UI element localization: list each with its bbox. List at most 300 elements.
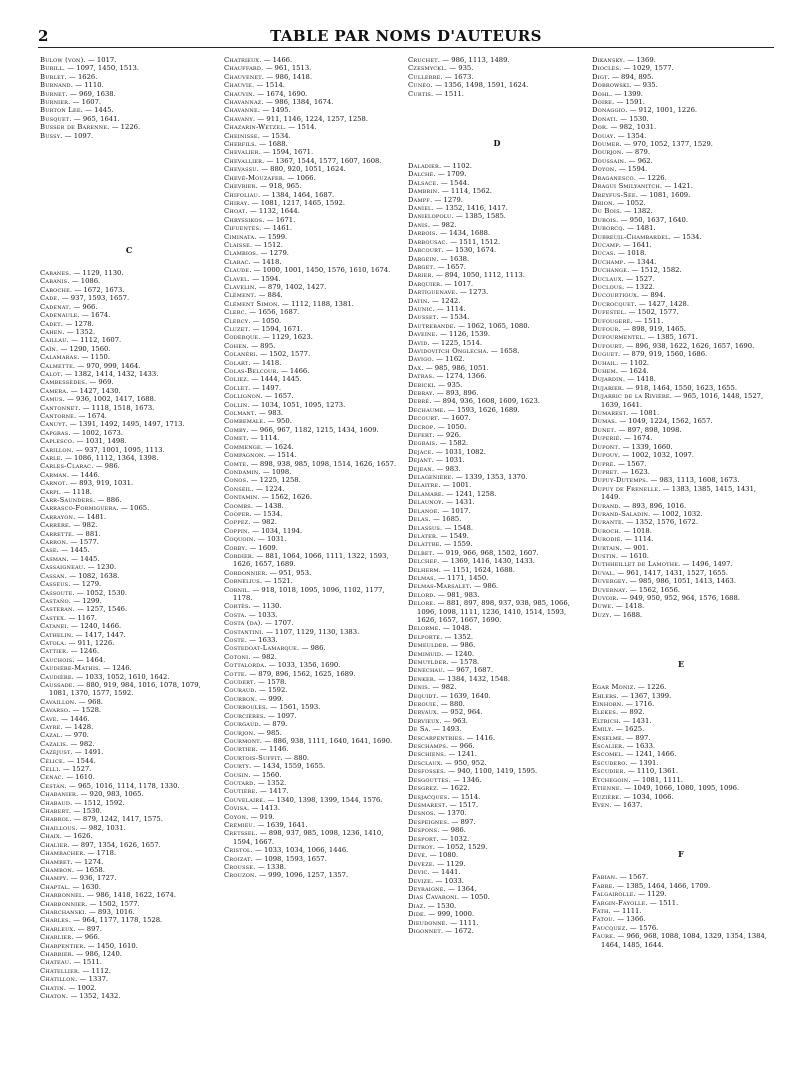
index-entry: [592, 207, 770, 215]
page-references: — 1082, 1638.: [67, 571, 120, 580]
author-name: Euzière.: [592, 792, 622, 801]
index-entry: [592, 750, 770, 758]
index-entry: [408, 801, 586, 809]
index-entry: [40, 841, 218, 849]
page-references: — 986, 1418.: [264, 72, 313, 81]
index-entry: [40, 773, 218, 781]
index-entry: [40, 858, 218, 866]
index-entry: [408, 170, 586, 178]
index-entry: [408, 725, 586, 733]
index-entry: [224, 317, 402, 325]
index-column-3: [408, 56, 592, 1072]
author-name: Contamin.: [224, 493, 260, 502]
author-name: Chevalier.: [224, 148, 261, 157]
page-references: — 880.: [438, 700, 465, 709]
author-name: Delporte.: [408, 632, 443, 641]
author-name: Elekes.: [592, 708, 619, 717]
author-name: Dufourmentel.: [592, 333, 646, 342]
author-name: Coquoin.: [224, 535, 256, 544]
page-references: — 1240.: [443, 649, 475, 658]
index-entry: [408, 414, 586, 422]
index-entry: [408, 582, 586, 590]
index-entry: [40, 614, 218, 622]
author-name: Fargin-Fayolle.: [592, 898, 648, 907]
author-name: Deschiens.: [408, 750, 447, 759]
author-name: Cruchet.: [408, 56, 441, 64]
index-entry: [408, 734, 586, 742]
author-name: Doussain.: [592, 156, 627, 165]
index-entry: [40, 731, 218, 739]
section-letter: D: [493, 138, 501, 149]
author-name: Charles.: [40, 916, 72, 925]
author-name: Duroch.: [592, 526, 622, 535]
index-entry: [408, 809, 586, 817]
author-name: Desclaux.: [408, 758, 444, 767]
author-name: Despeignes.: [408, 817, 450, 826]
page-references: — 1593, 1626, 1689.: [445, 405, 520, 414]
page-references: — 881, 897, 898, 937, 938, 985, 1066, 1096, 1098, 1111, 1236, 1410, 1514, 1593, 1626, 1657, 1667, 1690.: [417, 599, 570, 624]
author-name: Courmont.: [224, 736, 263, 745]
author-name: Delherm.: [408, 565, 442, 574]
index-entry: [408, 919, 586, 927]
index-entry: [592, 148, 770, 156]
page-references: — 918, 965.: [257, 182, 302, 191]
index-entry: [40, 320, 218, 328]
page-references: — 1017.: [439, 506, 471, 515]
page-references: — 1257, 1546.: [74, 605, 128, 614]
page-references: — 1130.: [250, 602, 282, 611]
index-entry: [592, 426, 770, 434]
page-references: — 1446.: [58, 714, 90, 723]
author-name: Chabert.: [40, 807, 72, 816]
page-references: — 1097.: [265, 711, 297, 720]
page-references: — 985, 986, 1051.: [423, 363, 489, 372]
page-references: — 965, 1641.: [71, 114, 120, 123]
author-name: Cathelin.: [40, 630, 74, 639]
page-references: — 881.: [74, 529, 101, 538]
author-name: Chambet.: [40, 857, 73, 866]
page-references: — 1658.: [74, 865, 105, 874]
author-name: Crouzon.: [224, 871, 257, 880]
author-name: Darbousac.: [408, 237, 448, 246]
index-entry: [40, 90, 218, 98]
author-name: Delattre.: [408, 540, 442, 549]
page-references: — 893, 896, 1016.: [620, 501, 687, 510]
page-references: — 983.: [256, 409, 284, 418]
page-references: — 1418.: [250, 257, 282, 266]
index-entry: [40, 412, 218, 420]
index-entry: [224, 527, 402, 535]
index-entry: [592, 518, 770, 526]
index-entry: [40, 656, 218, 664]
author-name: Comte.: [224, 459, 249, 468]
index-entry: [592, 552, 770, 560]
author-name: Fatou.: [592, 915, 616, 924]
author-name: Draganesco.: [592, 173, 637, 182]
page-references: — 1528.: [70, 706, 102, 715]
author-name: Cristol.: [224, 846, 253, 855]
page-references: — 1446.: [69, 470, 100, 479]
author-name: Chifoliau.: [224, 190, 261, 199]
author-name: Carles-Clarac.: [40, 462, 94, 471]
author-name: Cornil.: [224, 585, 251, 594]
author-name: Condamin.: [224, 467, 261, 476]
author-name: Danis.: [408, 220, 431, 229]
page-references: — 1278.: [63, 319, 94, 328]
index-entry: [592, 56, 770, 64]
page-references: — 1445.: [68, 554, 100, 563]
page-references: — 1322.: [624, 282, 655, 291]
author-name: Cadenaule.: [40, 311, 80, 320]
page-references: — 1512.: [252, 240, 283, 249]
author-name: Champy.: [40, 874, 69, 883]
page-references: — 1018.: [615, 249, 647, 258]
author-name: Chaton.: [40, 992, 69, 1000]
page-references: — 1594.: [250, 274, 281, 283]
author-name: Curtis.: [408, 89, 434, 98]
author-name: Carron.: [40, 538, 69, 547]
index-entry: [592, 734, 770, 742]
index-entry: [408, 347, 586, 355]
index-entry: [40, 555, 218, 563]
author-name: Carrette.: [40, 529, 75, 538]
index-entry: [40, 303, 218, 311]
page-references: — 1502, 1577.: [87, 899, 140, 908]
page-references: — 1339, 1660.: [620, 442, 673, 451]
author-name: Crémieu.: [224, 820, 256, 829]
index-entry: [224, 535, 402, 543]
author-name: Dampf.: [408, 195, 433, 204]
index-entry: [408, 439, 586, 447]
author-name: Duthheillet de Lamothe.: [592, 560, 681, 569]
index-entry: [408, 389, 586, 397]
author-name: Delorme.: [408, 624, 441, 633]
page-references: — 1610.: [618, 551, 649, 560]
page-references: — 1279.: [258, 249, 289, 258]
index-entry: [592, 924, 770, 932]
page-references: — 968.: [76, 697, 103, 706]
author-name: Etienne.: [592, 784, 623, 793]
page-references: — 920, 983, 1065.: [78, 790, 144, 799]
page-references: — 1000, 1001, 1450, 1576, 1610, 1674.: [251, 266, 391, 275]
index-entry: [40, 631, 218, 639]
index-entry: [40, 387, 218, 395]
index-entry: [224, 695, 402, 703]
index-columns: [40, 56, 776, 1072]
author-name: Casman.: [40, 554, 69, 563]
page-references: — 1230.: [85, 563, 117, 572]
author-name: Canuyt.: [40, 420, 68, 429]
page-references: — 1129, 1623.: [260, 333, 313, 342]
page-references: — 982.: [430, 220, 457, 229]
author-name: Chavany.: [224, 114, 256, 123]
author-name: Chiray.: [224, 198, 250, 207]
author-name: Carr-Saunders.: [40, 496, 96, 505]
author-name: Cadenat.: [40, 302, 72, 311]
page-references: — 1352, 1432.: [68, 992, 121, 1000]
page-references: — 1382, 1414, 1432, 1433.: [62, 369, 159, 378]
author-name: Carnot.: [40, 479, 68, 488]
author-name: Busquet.: [40, 114, 72, 123]
index-entry: [40, 975, 218, 983]
index-entry: [40, 698, 218, 706]
author-name: Chambacher.: [40, 849, 86, 858]
page-references: — 1421.: [662, 182, 693, 191]
author-name: Collet.: [224, 383, 251, 392]
index-entry: [224, 401, 402, 409]
page-references: — 1610.: [64, 773, 95, 782]
section-letter: C: [125, 245, 133, 256]
index-entry: [408, 64, 586, 72]
page-references: — 961, 1417, 1431, 1527, 1655.: [615, 568, 728, 577]
index-entry: [224, 846, 402, 854]
page-references: — 986, 1113, 1489.: [440, 56, 510, 64]
index-entry: [40, 395, 218, 403]
author-name: Delassus.: [408, 523, 443, 532]
page-references: — 1427, 1428.: [636, 299, 690, 308]
author-name: Duwe.: [592, 602, 614, 611]
author-name: Cherfils.: [224, 140, 258, 149]
index-entry: [40, 294, 218, 302]
author-name: Davigo.: [408, 355, 435, 364]
page-references: — 935.: [447, 64, 474, 73]
index-entry: [40, 404, 218, 412]
page-references: — 1049, 1224, 1562, 1657.: [617, 417, 713, 426]
author-name: Cullerre.: [408, 72, 443, 81]
author-name: Durand-Saladin.: [592, 509, 651, 518]
author-name: Calot.: [40, 369, 63, 378]
author-name: Duclaux.: [592, 274, 624, 283]
index-entry: [224, 115, 402, 123]
author-name: Carman.: [40, 470, 70, 479]
page-references: — 1033.: [433, 876, 464, 885]
page-references: — 1514.: [449, 792, 481, 801]
author-name: Busser de Barenne.: [40, 123, 110, 132]
index-entry: [224, 123, 402, 131]
page-references: — 1633.: [247, 636, 278, 645]
author-name: Digt.: [592, 72, 610, 81]
index-entry: [592, 283, 770, 291]
author-name: Ducourtioux.: [592, 291, 640, 300]
header-rule: [38, 47, 774, 48]
index-entry: [592, 165, 770, 173]
author-name: Dausset.: [408, 313, 439, 322]
author-name: Courtois-Suffit.: [224, 753, 283, 762]
author-name: Caïn.: [40, 344, 59, 353]
index-entry: [592, 249, 770, 257]
index-entry: [408, 397, 586, 405]
index-entry: [408, 759, 586, 767]
index-entry: [40, 942, 218, 950]
index-entry: [40, 984, 218, 992]
page-references: — 1674.: [79, 311, 111, 320]
page-references: — 893, 919, 1031.: [67, 479, 134, 488]
index-entry: [408, 406, 586, 414]
index-entry: [40, 462, 218, 470]
page-references: — 1399.: [612, 89, 643, 98]
page-references: — 1544.: [438, 178, 470, 187]
index-entry: [592, 434, 770, 442]
page-references: — 1622.: [439, 784, 470, 793]
index-entry: [224, 342, 402, 350]
page-references: — 1417, 1447.: [73, 630, 126, 639]
author-name: Deyraigne.: [408, 884, 446, 893]
index-entry: [224, 283, 402, 291]
page-references: — 1385, 1671.: [645, 333, 698, 342]
author-name: Faure.: [592, 932, 616, 941]
page-references: — 1624.: [618, 367, 649, 376]
index-entry: [40, 56, 218, 64]
section-spacer: [592, 619, 770, 659]
index-entry: [408, 187, 586, 195]
index-entry: [408, 322, 586, 330]
index-entry: [224, 577, 402, 585]
index-entry: [408, 255, 586, 263]
index-entry: [40, 849, 218, 857]
author-name: Delagenière.: [408, 473, 454, 482]
index-entry: [592, 384, 770, 392]
index-entry: [224, 174, 402, 182]
index-entry: [408, 793, 586, 801]
page-references: — 896, 938, 1622, 1626, 1657, 1690.: [624, 341, 755, 350]
author-name: Caussade.: [40, 680, 76, 689]
author-name: Cenac.: [40, 773, 65, 782]
index-entry: [224, 98, 402, 106]
index-entry: [592, 915, 770, 923]
index-entry: [40, 277, 218, 285]
index-entry: [408, 826, 586, 834]
author-name: Deschamps.: [408, 742, 449, 751]
page-references: — 1241, 1258.: [444, 489, 497, 498]
page-references: — 1110, 1361.: [625, 767, 678, 776]
index-entry: [592, 602, 770, 610]
author-name: Dubois.: [592, 215, 619, 224]
author-name: Cattier.: [40, 647, 69, 656]
page-references: — 1384, 1432, 1548.: [436, 674, 511, 683]
index-entry: [592, 451, 770, 459]
page-references: — 926.: [434, 431, 462, 440]
author-name: Dobrowski.: [592, 81, 632, 90]
index-entry: [40, 715, 218, 723]
author-name: Daniel.: [408, 204, 434, 213]
page-references: — 982, 1031.: [608, 123, 657, 132]
index-entry: [40, 832, 218, 840]
author-name: Chatillon.: [40, 975, 78, 984]
index-entry: [224, 165, 402, 173]
page-references: — 1224.: [253, 484, 285, 493]
index-entry: [408, 591, 586, 599]
index-entry: [408, 885, 586, 893]
page-references: — 1246.: [68, 647, 100, 656]
author-name: Dourjon.: [592, 148, 624, 157]
author-name: Duvernay.: [592, 585, 628, 594]
page-references: — 1674.: [621, 434, 653, 443]
index-entry: [224, 90, 402, 98]
index-entry: [592, 140, 770, 148]
author-name: Ducamp.: [592, 240, 622, 249]
page-references: — 969, 1638.: [67, 89, 116, 98]
index-entry: [592, 241, 770, 249]
page-references: — 1445.: [59, 546, 90, 555]
author-name: Coste.: [224, 636, 248, 645]
author-name: Derouie.: [408, 700, 439, 709]
page-references: — 1018.: [621, 526, 652, 535]
index-entry: [224, 670, 402, 678]
index-entry: [40, 115, 218, 123]
index-entry: [224, 350, 402, 358]
index-entry: [592, 443, 770, 451]
page-references: — 1577.: [68, 538, 99, 547]
author-name: Escudero.: [592, 758, 628, 767]
page-references: — 1431.: [620, 716, 652, 725]
author-name: Cayre.: [40, 723, 63, 731]
author-name: Dumas.: [592, 417, 618, 426]
page-references: — 1623.: [619, 467, 650, 476]
page-references: — 1118, 1518, 1673.: [80, 403, 155, 412]
index-entry: [224, 493, 402, 501]
author-name: Escomel.: [592, 750, 625, 759]
page-references: — 1391, 1492, 1495, 1497, 1713.: [67, 420, 185, 429]
page-references: — 1290, 1560.: [58, 344, 111, 353]
page-references: — 1111.: [447, 918, 479, 927]
index-entry: [40, 580, 218, 588]
index-entry: [224, 569, 402, 577]
author-name: Dargein.: [408, 254, 439, 263]
index-entry: [592, 392, 770, 409]
index-entry: [592, 98, 770, 106]
author-name: Chauffard.: [224, 64, 264, 73]
page-references: — 1352, 1576, 1672.: [624, 518, 698, 527]
index-entry: [224, 392, 402, 400]
index-entry: [224, 216, 402, 224]
page-references: — 1481.: [75, 512, 107, 521]
page-references: — 895.: [249, 341, 276, 350]
page-references: — 1062, 1065, 1080.: [455, 321, 530, 330]
page-references: — 1369, 1416, 1430, 1433.: [439, 557, 535, 566]
page-references: — 1495.: [260, 106, 291, 115]
index-entry: [408, 465, 586, 473]
index-entry: [408, 271, 586, 279]
page-references: — 969.: [87, 378, 114, 387]
index-entry: [224, 712, 402, 720]
page-references: — 1029, 1577.: [621, 64, 674, 73]
index-entry: [592, 300, 770, 308]
index-entry: [40, 950, 218, 958]
author-name: Chavanne.: [224, 106, 261, 115]
page-references: — 1599.: [256, 232, 288, 241]
author-name: Caillau.: [40, 336, 70, 345]
page-references: — 967, 1687.: [445, 666, 493, 675]
page-references: — 1002, 1032, 1097.: [620, 451, 695, 460]
author-name: Einhorn.: [592, 700, 624, 709]
page-references: — 1562, 1656.: [627, 585, 680, 594]
index-entry: [224, 443, 402, 451]
page-references: — 1098.: [260, 467, 292, 476]
page-references: — 1102.: [618, 358, 650, 367]
author-name: Detroy.: [408, 842, 436, 851]
author-name: Chateau.: [40, 958, 72, 967]
page-references: — 970, 1052, 1377, 1529.: [621, 140, 713, 149]
author-name: Chabanier.: [40, 790, 79, 799]
author-name: Comet.: [224, 434, 249, 443]
author-name: Coppin.: [224, 526, 250, 535]
author-name: Dambrin.: [408, 187, 440, 196]
index-entry: [592, 890, 770, 898]
page-references: — 1444, 1445.: [249, 375, 302, 384]
page-references: — 1034, 1051, 1095, 1273.: [249, 400, 346, 409]
author-name: Duhem.: [592, 367, 619, 376]
index-entry: [408, 776, 586, 784]
